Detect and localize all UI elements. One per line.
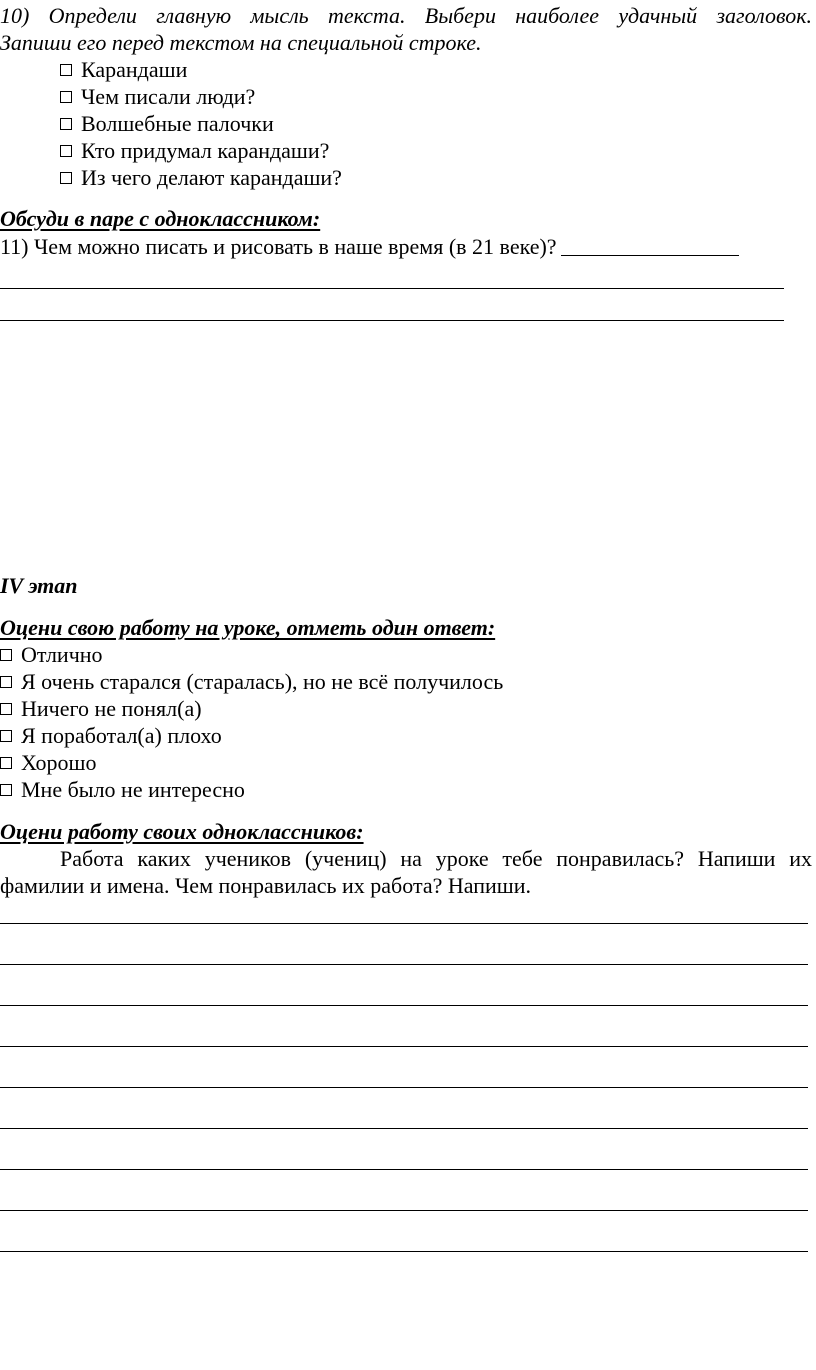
answer-line[interactable] (0, 1128, 808, 1129)
answer-line[interactable] (0, 320, 784, 321)
checkbox-icon[interactable] (60, 118, 72, 130)
title-option-label: Из чего делают карандаши? (81, 165, 342, 190)
checkbox-icon[interactable] (60, 172, 72, 184)
title-option-2[interactable] (60, 83, 255, 110)
self-eval-option-6[interactable] (0, 776, 245, 803)
answer-line[interactable] (0, 923, 808, 924)
checkbox-icon[interactable] (0, 703, 12, 715)
answer-line[interactable] (0, 1087, 808, 1088)
title-option-label: Карандаши (81, 57, 188, 82)
self-eval-option-label: Хорошо (21, 750, 97, 775)
answer-line[interactable] (0, 1251, 808, 1252)
answer-line-inline[interactable] (561, 235, 739, 256)
title-option-4[interactable] (60, 137, 329, 164)
self-eval-option-label: Я очень старался (старалась), но не всё получилось (21, 669, 504, 694)
checkbox-icon[interactable] (0, 649, 12, 661)
self-eval-option-1[interactable] (0, 641, 103, 668)
answer-line[interactable] (0, 964, 808, 965)
checkbox-icon[interactable] (60, 91, 72, 103)
question-10 (0, 2, 812, 56)
self-eval-option-2[interactable] (0, 668, 503, 695)
answer-line[interactable] (0, 288, 784, 289)
self-eval-option-label: Мне было не интересно (21, 777, 245, 802)
question-10-line-2: Запиши его перед текстом на специальной строке. (0, 30, 482, 55)
peer-eval-prompt-line-2: фамилии и имена. Чем понравилась их работа? Напиши. (0, 873, 531, 898)
question-11 (0, 233, 739, 260)
checkbox-icon[interactable] (0, 676, 12, 688)
stage-title: IV этап (0, 573, 78, 598)
peer-eval-prompt (0, 845, 812, 899)
peer-eval-heading: Оцени работу своих одноклассников: (0, 819, 364, 844)
answer-line[interactable] (0, 1169, 808, 1170)
title-option-label: Чем писали люди? (81, 84, 256, 109)
checkbox-icon[interactable] (60, 64, 72, 76)
self-eval-option-5[interactable] (0, 749, 96, 776)
self-eval-option-label: Отлично (21, 642, 103, 667)
title-option-5[interactable] (60, 164, 342, 191)
checkbox-icon[interactable] (0, 784, 12, 796)
self-eval-heading: Оцени свою работу на уроке, отметь один ответ: (0, 615, 496, 640)
self-eval-option-3[interactable] (0, 695, 202, 722)
self-eval-option-label: Ничего не понял(а) (21, 696, 202, 721)
title-option-label: Волшебные палочки (81, 111, 274, 136)
self-eval-option-4[interactable] (0, 722, 222, 749)
title-option-3[interactable] (60, 110, 274, 137)
title-option-1[interactable] (60, 56, 187, 83)
checkbox-icon[interactable] (0, 757, 12, 769)
discuss-heading: Обсуди в паре с одноклассником: (0, 206, 321, 231)
title-option-label: Кто придумал карандаши? (81, 138, 330, 163)
self-eval-option-label: Я поработал(а) плохо (21, 723, 222, 748)
answer-line[interactable] (0, 1210, 808, 1211)
answer-line[interactable] (0, 1046, 808, 1047)
peer-eval-prompt-line-1: Работа каких учеников (учениц) на уроке тебе понравилась? Напиши их (60, 846, 812, 871)
checkbox-icon[interactable] (0, 730, 12, 742)
checkbox-icon[interactable] (60, 145, 72, 157)
answer-line[interactable] (0, 1005, 808, 1006)
question-11-text: 11) Чем можно писать и рисовать в наше время (в 21 веке)? (0, 234, 557, 259)
question-10-line-1: 10) Определи главную мысль текста. Выбери наиболее удачный заголовок. (0, 3, 812, 28)
